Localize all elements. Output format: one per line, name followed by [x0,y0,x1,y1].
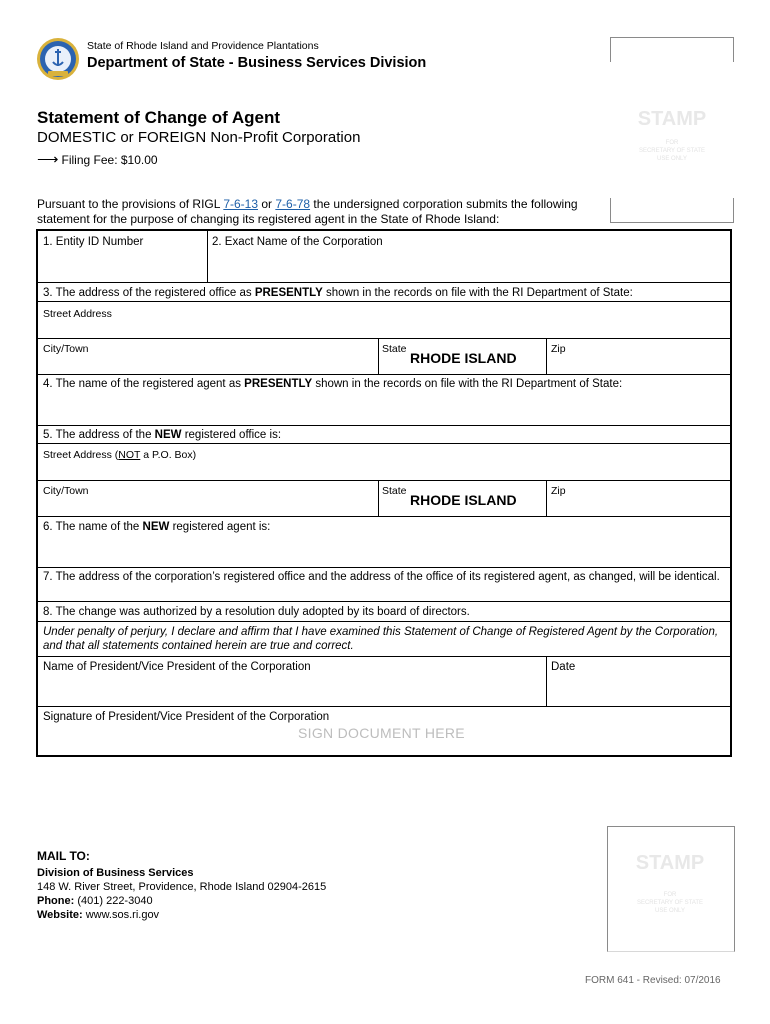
stamp-box [607,826,735,952]
division-name: Division of Business Services [37,867,194,879]
text: a P.O. Box) [140,449,197,461]
text: PRESENTLY [254,287,323,299]
new-zip-label: Zip [551,485,566,497]
text: NEW [154,429,182,441]
intro-text-2: or [258,197,276,211]
website-url[interactable]: www.sos.ri.gov [85,909,160,921]
divider [38,567,730,568]
stamp-note-line: SECRETARY OF STATE [636,900,704,906]
zip-label: Zip [551,343,566,355]
sign-document-field[interactable]: SIGN DOCUMENT HERE [298,725,465,741]
phone-label: Phone: [37,895,75,907]
stamp-watermark: STAMP [635,852,705,874]
entity-id-label: 1. Entity ID Number [43,236,144,248]
text: PRESENTLY [244,378,313,390]
divider [546,338,547,374]
stamp-note [608,891,732,915]
filing-fee-text: Filing Fee: $10.00 [61,152,158,167]
text: registered agent is: [169,521,271,533]
rigl-link-7-6-13[interactable]: 7-6-13 [223,197,259,211]
text: 4. The name of the registered agent as [43,378,245,390]
divider [38,621,730,622]
stamp-note-line: USE ONLY [655,908,685,914]
divider [378,480,379,516]
divider [38,656,730,657]
state-value: RHODE ISLAND [410,350,517,366]
divider [38,301,730,302]
divider [38,480,730,481]
text: shown in the records on file with the RI Department of State: [322,287,633,299]
state-name: State of Rhode Island and Providence Plantations [87,40,319,52]
new-state-label: State [382,485,407,497]
street-address-label: Street Address [43,308,112,320]
city-label: City/Town [43,343,89,355]
new-agent-label [43,520,270,534]
divider [38,338,730,339]
mail-to-block [37,849,326,922]
intro-paragraph [37,197,612,227]
divider [546,656,547,706]
text: registered office is: [181,429,282,441]
divider [378,338,379,374]
divider [38,282,730,283]
form-revision: FORM 641 - Revised: 07/2016 [585,975,721,986]
filing-fee [37,152,158,167]
stamp-box-top-corner [610,37,734,62]
department-name: Department of State - Business Services Division [87,55,427,71]
present-agent-label [43,377,622,391]
divider [546,480,547,516]
corporation-name-label: 2. Exact Name of the Corporation [212,236,383,248]
phone-number: (401) 222-3040 [77,895,153,907]
text: 5. The address of the [43,429,155,441]
mail-heading: MAIL TO: [37,849,90,863]
new-city-label: City/Town [43,485,89,497]
text: NOT [118,449,141,461]
divider [38,601,730,602]
statement-7: 7. The address of the corporation’s registered office and the address of the office of its registered agent, as changed, will be identical. [43,571,720,583]
new-office-label [43,428,281,442]
website-line [37,908,326,922]
stamp-note-line: FOR [665,140,679,146]
change-of-agent-form [36,229,732,757]
stamp-box-bottom-corner [610,198,734,223]
right-arrow-icon: ⟶ [37,151,59,168]
form-title: Statement of Change of Agent [37,108,281,127]
perjury-statement: Under penalty of perjury, I declare and affirm that I have examined this Statement of Change of Registered Agent by the Corporation, and that all statements contained herein are true and correct. [43,626,719,652]
divider [38,374,730,375]
new-state-value: RHODE ISLAND [410,492,517,508]
divider [38,425,730,426]
website-label: Website: [37,909,83,921]
text: 6. The name of the [43,521,143,533]
date-label: Date [551,661,576,673]
state-label: State [382,343,407,355]
stamp-note [610,139,734,163]
new-street-address-label [43,448,196,462]
intro-text-1: Pursuant to the provisions of RIGL [37,197,224,211]
stamp-watermark: STAMP [637,108,707,130]
phone-line [37,894,326,908]
divider [38,516,730,517]
mail-address: 148 W. River Street, Providence, Rhode Island 02904-2615 [37,881,327,893]
signature-label: Signature of President/Vice President of the Corporation [43,711,330,723]
divider [207,231,208,282]
intro-text-3: the undersigned corporation submits the following statement for the purpose of changing its registered agent in the State of Rhode Island: [37,197,578,226]
rigl-link-7-6-78[interactable]: 7-6-78 [275,197,311,211]
present-office-label [43,286,633,300]
text: shown in the records on file with the RI Department of State: [312,378,623,390]
text: Street Address ( [43,449,119,461]
state-seal-icon [36,37,80,81]
stamp-note-line: USE ONLY [657,156,687,162]
president-name-label: Name of President/Vice President of the Corporation [43,661,311,673]
divider [38,706,730,707]
stamp-note-line: FOR [663,892,677,898]
statement-8: 8. The change was authorized by a resolution duly adopted by its board of directors. [43,606,470,618]
divider [38,443,730,444]
text: 3. The address of the registered office as [43,287,255,299]
text: NEW [142,521,170,533]
form-subtitle: DOMESTIC or FOREIGN Non-Profit Corporation [37,129,361,146]
stamp-note-line: SECRETARY OF STATE [638,148,706,154]
